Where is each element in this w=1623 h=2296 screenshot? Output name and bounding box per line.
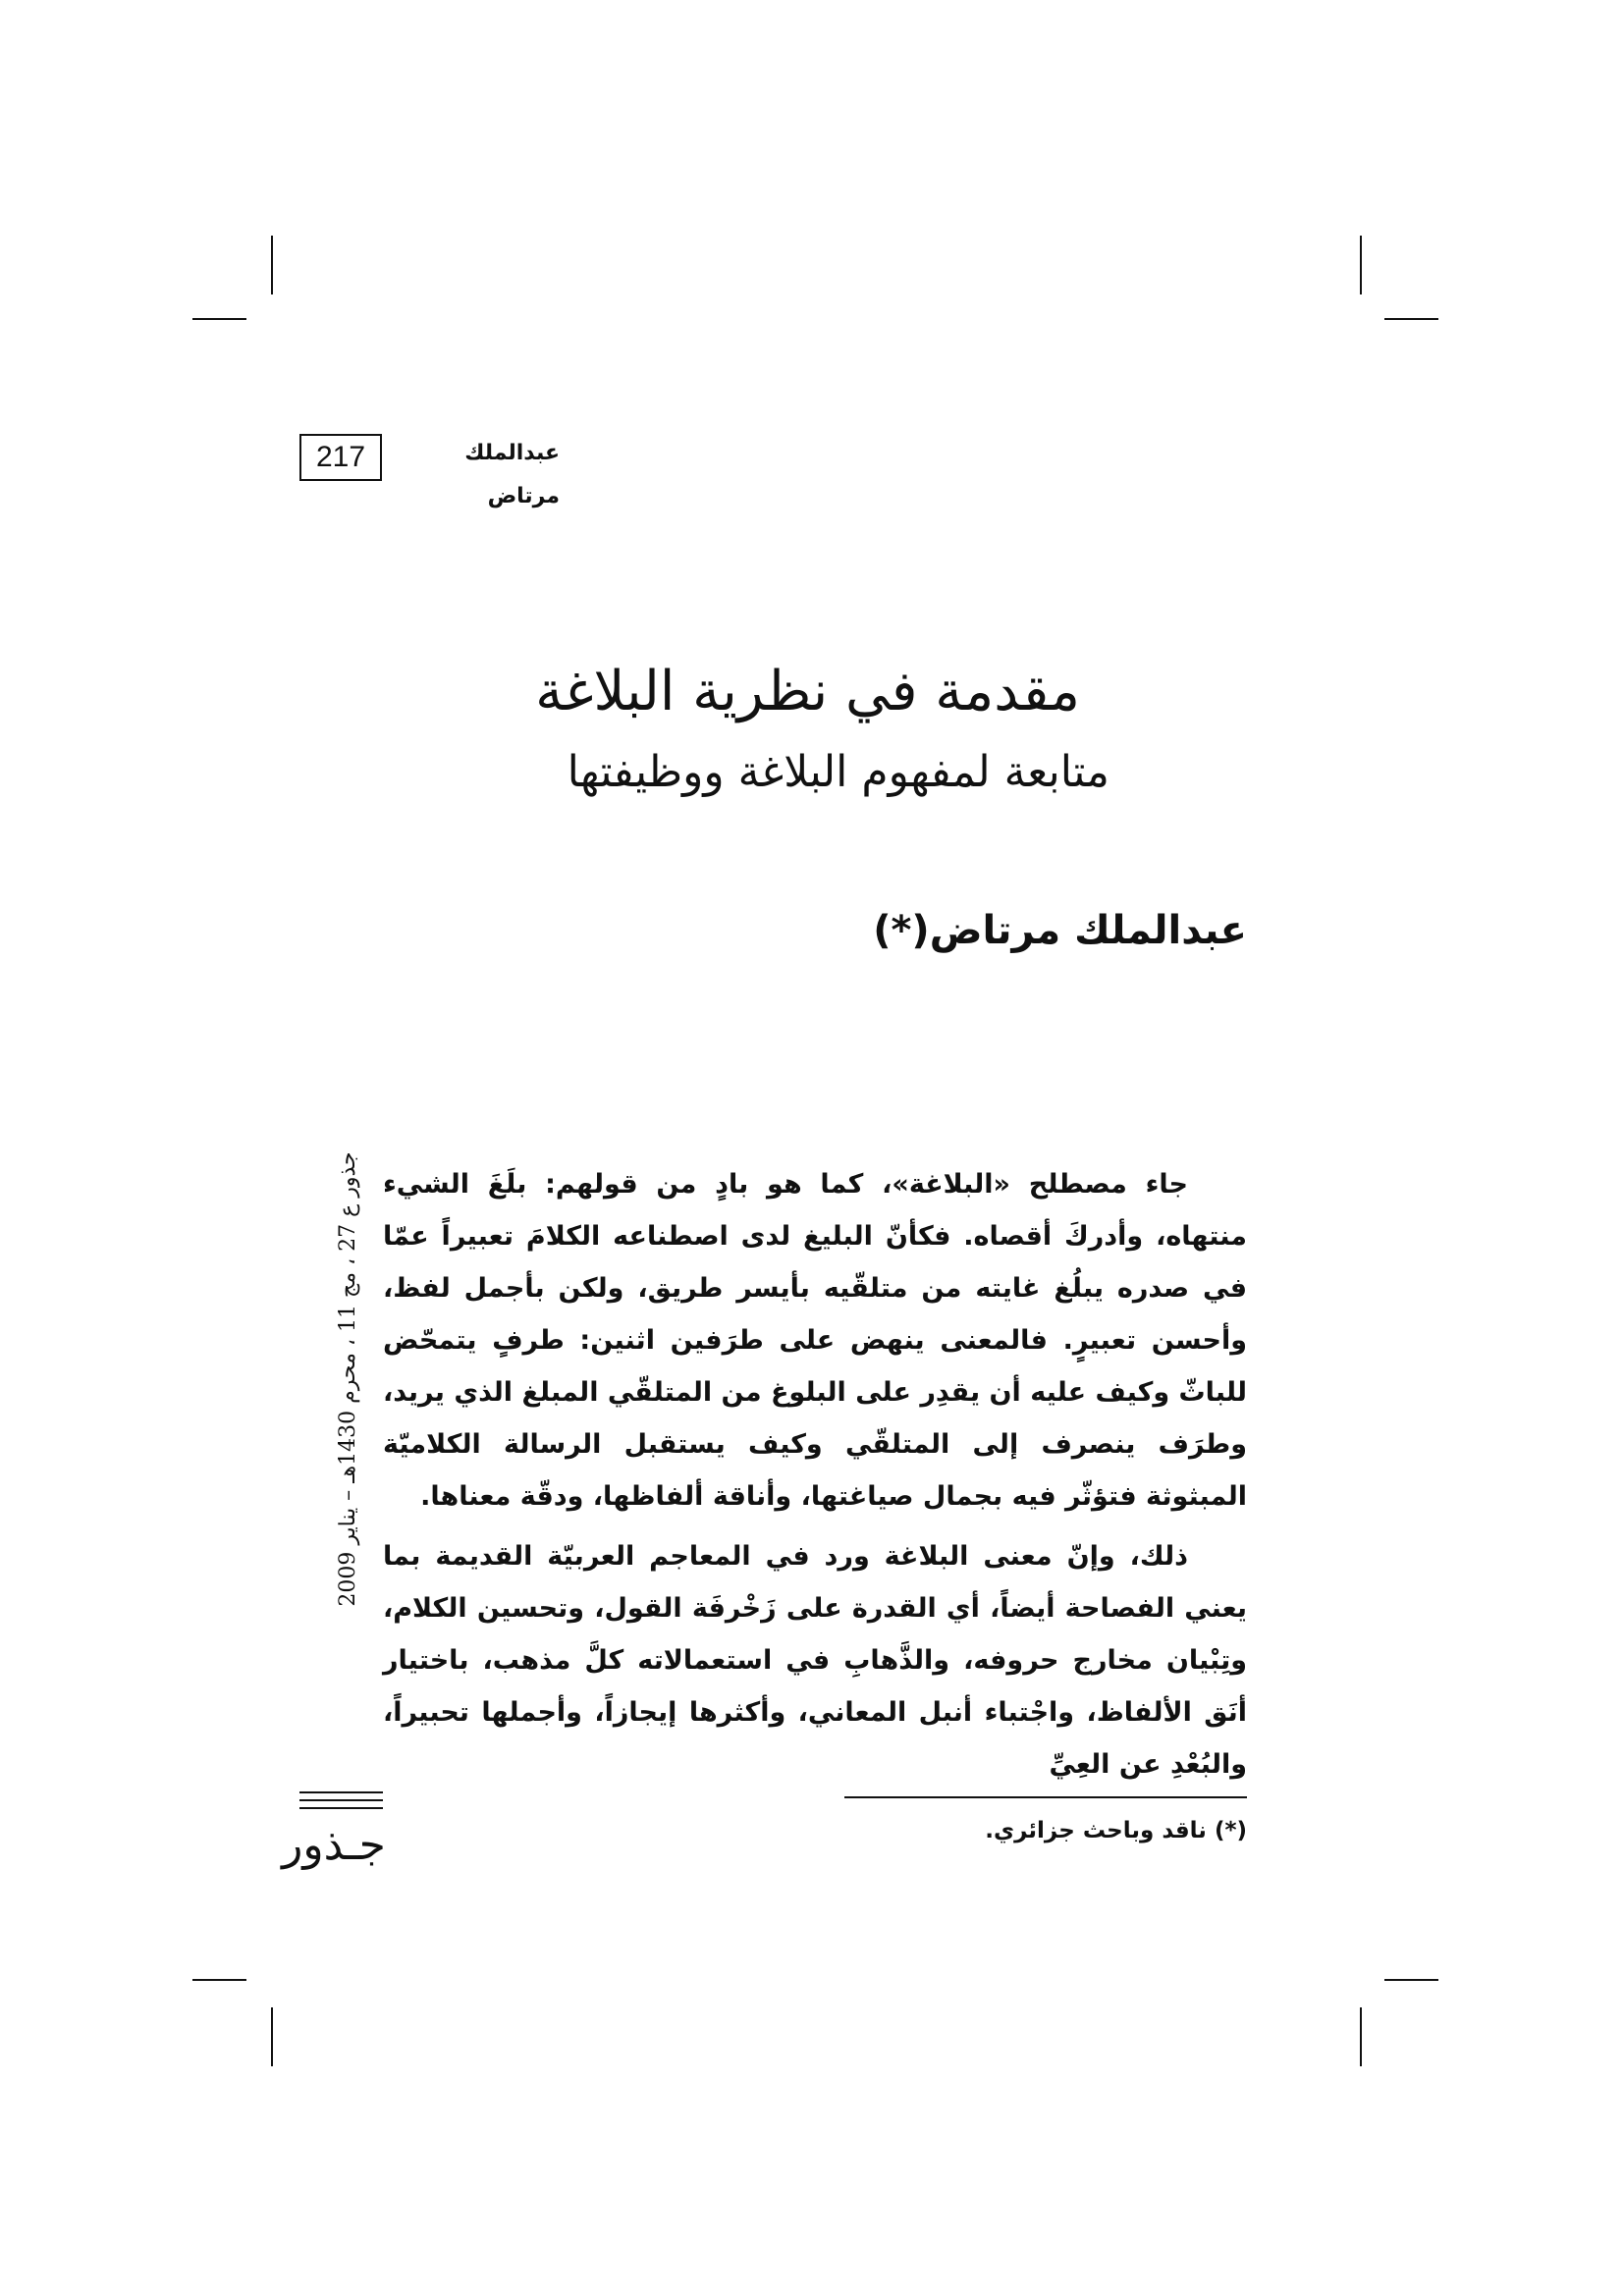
margin-rule	[299, 1799, 383, 1801]
footnote-separator	[844, 1796, 1247, 1798]
running-head: عبدالملك مرتاض	[464, 441, 560, 508]
page-number: 217	[299, 434, 382, 481]
paragraph: جاء مصطلح «البلاغة»، كما هو بادٍ من قولهم: بلَغَ الشيء منتهاه، وأدركَ أقصاه. فكأنّ البليغ لدى اصطناعه الكلامَ تعبيراً عمّا في صدره يبلُغ غايته من متلقّيه بأيسر طريق، ولكن بأجمل لفظ، وأحسن تعبيرٍ. فالمعنى ينهض على طرَفين اثنين: طرفٍ يتمحّض للباثّ وكيف عليه أن يقدِر على البلوغ من المتلقّي المبلغ الذي يريد، وطرَف ينصرف إلى المتلقّي وكيف يستقبل الرسالة الكلاميّة المبثوثة فتؤثّر فيه بجمال صياغتها، وأناقة ألفاظها، ودقّة معناها.	[383, 1169, 1247, 1512]
article-title: مقدمة في نظرية البلاغة	[535, 660, 1080, 723]
margin-rule	[299, 1791, 383, 1793]
article-subtitle: متابعة لمفهوم البلاغة ووظيفتها	[567, 747, 1109, 797]
crop-mark-top-right-horizontal	[1384, 318, 1438, 320]
margin-rule	[299, 1807, 383, 1809]
crop-mark-top-right-vertical	[1360, 236, 1362, 294]
author-name: عبدالملك مرتاض(*)	[873, 908, 1247, 953]
footnote: (*) ناقد وباحث جزائري.	[985, 1818, 1247, 1843]
crop-mark-top-left-vertical	[271, 236, 273, 294]
journal-issue-info: جذور ع 27 ، مج 11 ، محرم 1430هـ – يناير 2009	[336, 1151, 360, 1607]
article-body	[383, 1158, 1247, 1790]
paragraph: ذلك، وإنّ معنى البلاغة ورد في المعاجم العربيّة القديمة بما يعني الفصاحة أيضاً، أي القدرة على زَخْرفَة القول، وتحسين الكلام، وتِبْيان مخارج حروفه، والذَّهابِ في استعمالاته كلَّ مذهب، باختيار أنَق الألفاظ، واجْتباء أنبل المعاني، وأكثرها إيجازاً، وأجملها تحبيراً، والبُعْدِ عن العِيِّ	[383, 1541, 1247, 1780]
crop-mark-bottom-left-horizontal	[192, 1979, 246, 1981]
crop-mark-bottom-right-horizontal	[1384, 1979, 1438, 1981]
crop-mark-top-left-horizontal	[192, 318, 246, 320]
journal-logo: جـذور	[282, 1820, 386, 1870]
crop-mark-bottom-right-vertical	[1360, 2007, 1362, 2066]
crop-mark-bottom-left-vertical	[271, 2007, 273, 2066]
